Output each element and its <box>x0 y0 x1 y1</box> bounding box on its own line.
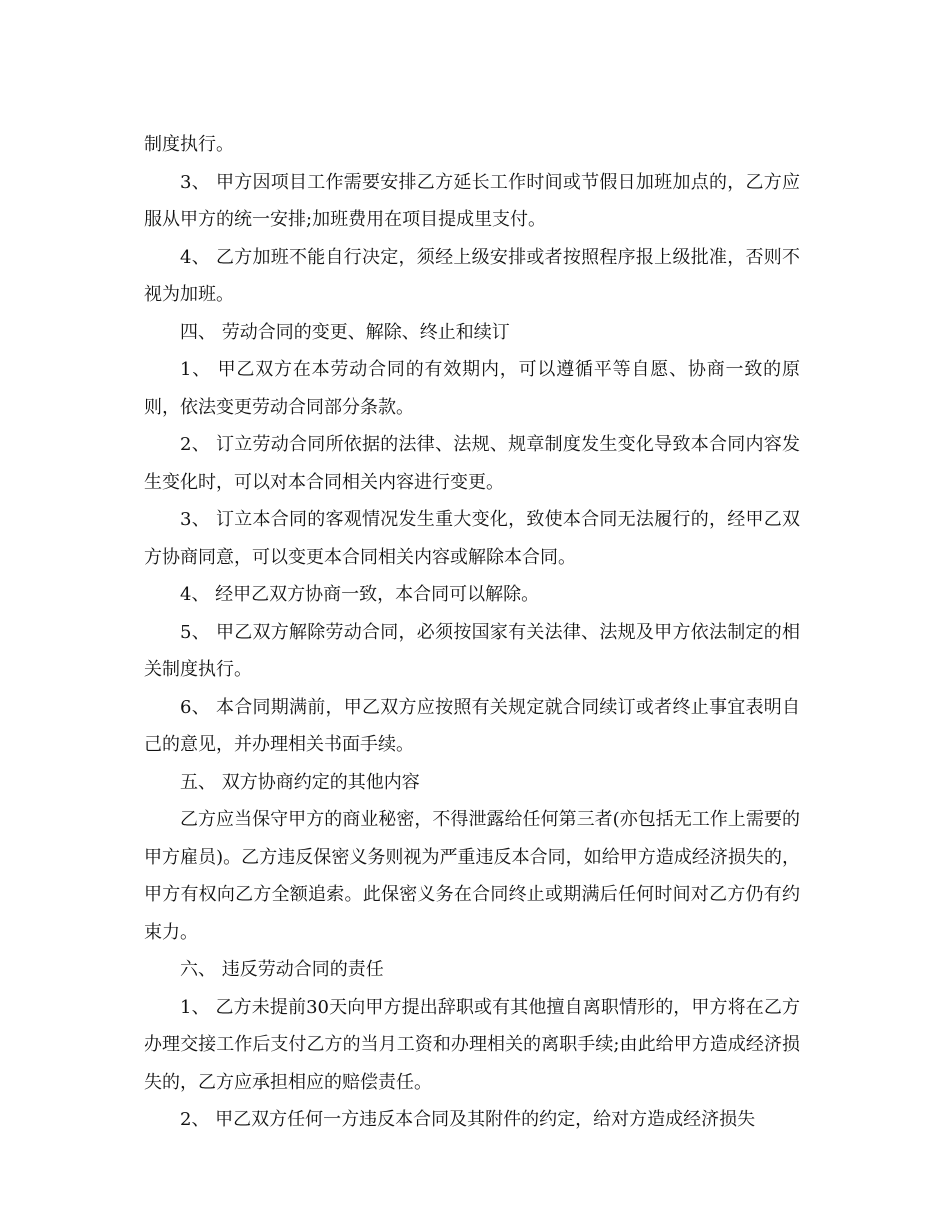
section-heading: 五、 双方协商约定的其他内容 <box>180 771 420 793</box>
paragraph: 1、 甲乙双方在本劳动合同的有效期内，可以遵循平等自愿、协商一致的原则，依法变更劳动合同部分条款。 <box>144 359 800 418</box>
paragraph: 1、 乙方未提前30天向甲方提出辞职或有其他擅自离职情形的，甲方将在乙方办理交接工作后支付乙方的当月工资和办理相关的离职手续;由此给甲方造成经济损失的，乙方应承担相应的赔偿责任。 <box>144 996 800 1093</box>
paragraph: 3、 甲方因项目工作需要安排乙方延长工作时间或节假日加班加点的，乙方应服从甲方的统一安排;加班费用在项目提成里支付。 <box>144 171 800 230</box>
paragraph: 乙方应当保守甲方的商业秘密，不得泄露给任何第三者(亦包括无工作上需要的甲方雇员)。乙方违反保密义务则视为严重违反本合同，如给甲方造成经济损失的，甲方有权向乙方全额追索。此保密义务在合同终止或期满后任何时间对乙方仍有约束力。 <box>144 809 800 943</box>
paragraph: 制度执行。 <box>144 134 234 155</box>
section-heading: 六、 违反劳动合同的责任 <box>180 959 384 980</box>
paragraph: 6、 本合同期满前，甲乙双方应按照有关规定就合同续订或者终止事宜表明自己的意见，并办理相关书面手续。 <box>144 696 800 755</box>
paragraph: 5、 甲乙双方解除劳动合同，必须按国家有关法律、法规及甲方依法制定的相关制度执行。 <box>144 621 800 680</box>
paragraph: 4、 经甲乙双方协商一致，本合同可以解除。 <box>180 584 540 605</box>
section-heading: 四、 劳动合同的变更、解除、终止和续订 <box>180 321 510 343</box>
paragraph: 2、 甲乙双方任何一方违反本合同及其附件的约定，给对方造成经济损失 <box>180 1109 756 1130</box>
paragraph: 4、 乙方加班不能自行决定，须经上级安排或者按照程序报上级批准，否则不视为加班。 <box>144 246 800 305</box>
paragraph: 2、 订立劳动合同所依据的法律、法规、规章制度发生变化导致本合同内容发生变化时，可以对本合同相关内容进行变更。 <box>144 434 800 493</box>
paragraph: 3、 订立本合同的客观情况发生重大变化，致使本合同无法履行的，经甲乙双方协商同意，可以变更本合同相关内容或解除本合同。 <box>144 509 800 568</box>
